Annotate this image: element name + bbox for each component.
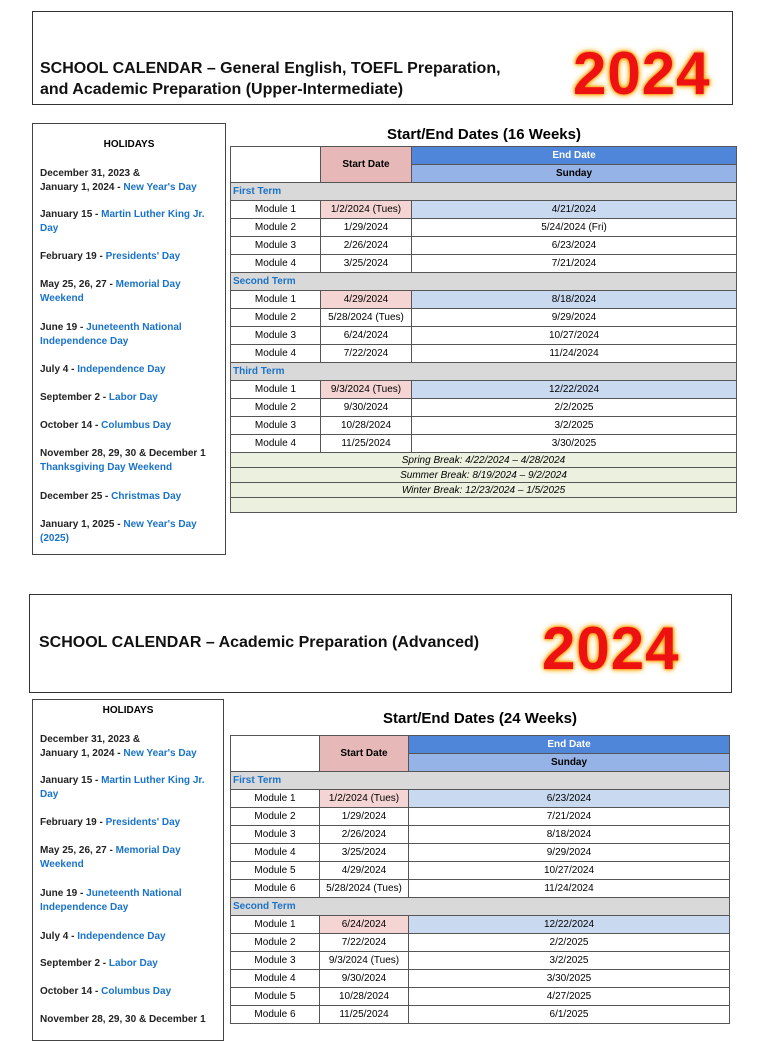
top-title-line-1: SCHOOL CALENDAR – General English, TOEFL Preparation, <box>40 60 501 77</box>
term-name: Second Term <box>231 898 730 916</box>
start-date-header: Start Date <box>320 736 409 772</box>
top-title-line-2: and Academic Preparation (Upper-Intermediate) <box>40 81 404 98</box>
bottom-title-box <box>29 594 732 693</box>
holiday-date: December 25 - <box>40 491 109 502</box>
holiday-date: November 28, 29, 30 & December 1 <box>40 1014 206 1025</box>
module-cell: Module 4 <box>231 255 321 273</box>
holiday-date: September 2 - <box>40 958 107 969</box>
holiday-date: May 25, 26, 27 - <box>40 845 113 856</box>
holiday-name: Columbus Day <box>101 986 172 997</box>
holiday-name: Christmas Day <box>111 491 182 502</box>
end-date-cell: 9/29/2024 <box>412 309 737 327</box>
module-cell: Module 4 <box>231 435 321 453</box>
module-cell: Module 1 <box>231 916 320 934</box>
holiday-item <box>40 321 219 349</box>
end-date-cell: 10/27/2024 <box>412 327 737 345</box>
holiday-date: June 19 - <box>40 888 84 899</box>
holiday-item <box>40 518 219 546</box>
table-row <box>231 237 737 255</box>
start-date-cell: 9/3/2024 (Tues) <box>321 381 412 399</box>
table-row <box>231 844 730 862</box>
holiday-date: October 14 - <box>40 420 99 431</box>
module-cell: Module 1 <box>231 291 321 309</box>
holiday-date: July 4 - <box>40 931 75 942</box>
end-date-cell: 4/27/2025 <box>409 988 730 1006</box>
holiday-item <box>40 250 219 264</box>
holiday-item <box>40 447 219 475</box>
term-row <box>231 772 730 790</box>
holiday-name: Memorial Day <box>115 279 181 290</box>
bottom-schedule-title: Start/End Dates (24 Weeks) <box>383 710 577 727</box>
holiday-name: Independence Day <box>77 931 166 942</box>
holiday-date: January 1, 2024 - <box>40 182 121 193</box>
holiday-name: New Year's Day <box>123 748 197 759</box>
end-date-cell: 2/2/2025 <box>409 934 730 952</box>
table-row <box>231 255 737 273</box>
start-date-cell: 6/24/2024 <box>320 916 409 934</box>
end-date-cell: 3/2/2025 <box>412 417 737 435</box>
holiday-name: Columbus Day <box>101 420 172 431</box>
holiday-item <box>40 733 217 761</box>
table-row <box>231 345 737 363</box>
end-date-cell: 11/24/2024 <box>412 345 737 363</box>
module-cell: Module 3 <box>231 417 321 435</box>
term-name: Second Term <box>231 273 737 291</box>
start-date-cell: 1/29/2024 <box>320 808 409 826</box>
holiday-name: Day <box>40 789 59 800</box>
module-cell: Module 3 <box>231 327 321 345</box>
end-date-cell: 3/30/2025 <box>412 435 737 453</box>
top-year: 2024 <box>573 40 711 107</box>
end-date-cell: 6/1/2025 <box>409 1006 730 1024</box>
bottom-year: 2024 <box>542 615 680 682</box>
header-row <box>231 147 737 165</box>
holiday-date: June 19 - <box>40 322 84 333</box>
start-date-cell: 6/24/2024 <box>321 327 412 345</box>
module-cell: Module 3 <box>231 826 320 844</box>
end-date-subheader: Sunday <box>409 754 730 772</box>
start-date-cell: 7/22/2024 <box>320 934 409 952</box>
table-row <box>231 219 737 237</box>
holiday-name: Day <box>40 223 59 234</box>
holiday-name: Memorial Day <box>115 845 181 856</box>
holiday-item <box>40 490 219 504</box>
bottom-holidays-panel <box>32 699 224 1041</box>
holiday-name: New Year's Day (2025) <box>40 519 197 544</box>
holiday-item <box>40 167 219 195</box>
table-row <box>231 291 737 309</box>
break-cell: Winter Break: 12/23/2024 – 1/5/2025 <box>231 483 737 498</box>
holiday-date: December 31, 2023 & <box>40 168 141 179</box>
end-date-cell: 6/23/2024 <box>409 790 730 808</box>
term-row <box>231 273 737 291</box>
break-cell: Summer Break: 8/19/2024 – 9/2/2024 <box>231 468 737 483</box>
start-date-cell: 9/30/2024 <box>320 970 409 988</box>
holiday-item <box>40 419 219 433</box>
holiday-name: Independence Day <box>40 336 129 347</box>
holiday-item <box>40 208 219 236</box>
holiday-name: Labor Day <box>108 958 158 969</box>
holiday-date: May 25, 26, 27 - <box>40 279 113 290</box>
start-date-cell: 10/28/2024 <box>321 417 412 435</box>
break-row <box>231 453 737 468</box>
end-date-cell: 12/22/2024 <box>409 916 730 934</box>
module-cell: Module 2 <box>231 808 320 826</box>
holiday-name: Independence Day <box>40 902 129 913</box>
table-row <box>231 435 737 453</box>
module-cell: Module 6 <box>231 880 320 898</box>
end-date-cell: 8/18/2024 <box>412 291 737 309</box>
top-schedule-title: Start/End Dates (16 Weeks) <box>387 126 581 143</box>
table-row <box>231 988 730 1006</box>
end-date-cell: 11/24/2024 <box>409 880 730 898</box>
start-date-cell: 5/28/2024 (Tues) <box>320 880 409 898</box>
holiday-item <box>40 278 219 306</box>
holiday-item <box>40 391 219 405</box>
end-date-cell: 12/22/2024 <box>412 381 737 399</box>
break-cell: Spring Break: 4/22/2024 – 4/28/2024 <box>231 453 737 468</box>
module-cell: Module 2 <box>231 309 321 327</box>
table-row <box>231 952 730 970</box>
holiday-date: January 15 - <box>40 775 99 786</box>
table-row <box>231 862 730 880</box>
module-cell: Module 1 <box>231 790 320 808</box>
bottom-title: SCHOOL CALENDAR – Academic Preparation (Advanced) <box>39 634 480 651</box>
table-row <box>231 916 730 934</box>
bottom-holidays-heading: HOLIDAYS <box>102 705 154 716</box>
start-date-cell: 7/22/2024 <box>321 345 412 363</box>
holiday-name: Juneteenth National <box>86 888 182 899</box>
module-cell: Module 3 <box>231 237 321 255</box>
holiday-date: September 2 - <box>40 392 107 403</box>
start-date-header: Start Date <box>321 147 412 183</box>
end-date-cell: 2/2/2025 <box>412 399 737 417</box>
start-date-cell: 1/2/2024 (Tues) <box>320 790 409 808</box>
end-date-cell: 10/27/2024 <box>409 862 730 880</box>
module-cell: Module 1 <box>231 201 321 219</box>
break-empty-cell <box>231 498 737 513</box>
holiday-item <box>40 844 217 872</box>
holiday-name: Martin Luther King Jr. <box>101 209 205 220</box>
holiday-item <box>40 930 217 944</box>
module-cell: Module 2 <box>231 934 320 952</box>
table-row <box>231 417 737 435</box>
holiday-name: Juneteenth National <box>86 322 182 333</box>
end-date-header: End Date <box>409 736 730 754</box>
holiday-name: Independence Day <box>77 364 166 375</box>
module-cell: Module 2 <box>231 219 321 237</box>
end-date-cell: 7/21/2024 <box>409 808 730 826</box>
term-name: Third Term <box>231 363 737 381</box>
module-cell: Module 3 <box>231 952 320 970</box>
module-cell: Module 2 <box>231 399 321 417</box>
holiday-date: January 1, 2025 - <box>40 519 121 530</box>
top-schedule-table <box>230 146 737 513</box>
end-date-cell: 9/29/2024 <box>409 844 730 862</box>
holiday-name: Weekend <box>40 293 84 304</box>
end-date-cell: 4/21/2024 <box>412 201 737 219</box>
table-row <box>231 1006 730 1024</box>
top-title-box <box>32 11 733 105</box>
table-row <box>231 201 737 219</box>
holiday-date: December 31, 2023 & <box>40 734 141 745</box>
table-row <box>231 327 737 345</box>
table-row <box>231 309 737 327</box>
holiday-name: Thanksgiving Day Weekend <box>40 462 173 473</box>
end-date-cell: 8/18/2024 <box>409 826 730 844</box>
table-row <box>231 880 730 898</box>
start-date-cell: 4/29/2024 <box>320 862 409 880</box>
end-date-subheader: Sunday <box>412 165 737 183</box>
start-date-cell: 1/29/2024 <box>321 219 412 237</box>
module-cell: Module 1 <box>231 381 321 399</box>
start-date-cell: 5/28/2024 (Tues) <box>321 309 412 327</box>
holiday-item <box>40 887 217 915</box>
module-cell: Module 5 <box>231 862 320 880</box>
start-date-cell: 2/26/2024 <box>320 826 409 844</box>
holiday-item <box>40 816 217 830</box>
start-date-cell: 9/30/2024 <box>321 399 412 417</box>
table-row <box>231 808 730 826</box>
holiday-item <box>40 774 217 802</box>
term-row <box>231 898 730 916</box>
end-date-cell: 6/23/2024 <box>412 237 737 255</box>
holiday-name: Presidents' Day <box>105 251 181 262</box>
holiday-item <box>40 957 217 971</box>
top-holidays-panel <box>32 123 226 555</box>
holiday-item <box>40 985 217 999</box>
module-cell: Module 5 <box>231 988 320 1006</box>
holiday-name: Labor Day <box>108 392 158 403</box>
start-date-cell: 11/25/2024 <box>320 1006 409 1024</box>
start-date-cell: 2/26/2024 <box>321 237 412 255</box>
bottom-schedule-table <box>230 735 730 1024</box>
holiday-item <box>40 1013 217 1027</box>
start-date-cell: 9/3/2024 (Tues) <box>320 952 409 970</box>
term-name: First Term <box>231 772 730 790</box>
table-row <box>231 381 737 399</box>
table-row <box>231 934 730 952</box>
end-date-header: End Date <box>412 147 737 165</box>
holiday-name: New Year's Day <box>123 182 197 193</box>
holiday-date: July 4 - <box>40 364 75 375</box>
holiday-date: October 14 - <box>40 986 99 997</box>
holiday-name: Presidents' Day <box>105 817 181 828</box>
holiday-item <box>40 363 219 377</box>
end-date-cell: 5/24/2024 (Fri) <box>412 219 737 237</box>
module-cell: Module 4 <box>231 345 321 363</box>
holiday-date: February 19 - <box>40 817 103 828</box>
end-date-cell: 3/2/2025 <box>409 952 730 970</box>
table-row <box>231 826 730 844</box>
module-cell: Module 4 <box>231 844 320 862</box>
blank-header-cell <box>231 147 321 183</box>
top-holidays-heading: HOLIDAYS <box>103 139 155 150</box>
table-row <box>231 790 730 808</box>
header-row <box>231 736 730 754</box>
end-date-cell: 7/21/2024 <box>412 255 737 273</box>
holiday-name: Weekend <box>40 859 84 870</box>
holiday-date: February 19 - <box>40 251 103 262</box>
break-empty-row <box>231 498 737 513</box>
break-row <box>231 483 737 498</box>
start-date-cell: 4/29/2024 <box>321 291 412 309</box>
end-date-cell: 3/30/2025 <box>409 970 730 988</box>
term-row <box>231 183 737 201</box>
blank-header-cell <box>231 736 320 772</box>
module-cell: Module 4 <box>231 970 320 988</box>
holiday-name: Martin Luther King Jr. <box>101 775 205 786</box>
start-date-cell: 10/28/2024 <box>320 988 409 1006</box>
start-date-cell: 1/2/2024 (Tues) <box>321 201 412 219</box>
module-cell: Module 6 <box>231 1006 320 1024</box>
holiday-date: January 15 - <box>40 209 99 220</box>
break-row <box>231 468 737 483</box>
term-name: First Term <box>231 183 737 201</box>
start-date-cell: 3/25/2024 <box>321 255 412 273</box>
holiday-date: January 1, 2024 - <box>40 748 121 759</box>
table-row <box>231 970 730 988</box>
table-row <box>231 399 737 417</box>
term-row <box>231 363 737 381</box>
holiday-date: November 28, 29, 30 & December 1 <box>40 448 206 459</box>
start-date-cell: 3/25/2024 <box>320 844 409 862</box>
start-date-cell: 11/25/2024 <box>321 435 412 453</box>
